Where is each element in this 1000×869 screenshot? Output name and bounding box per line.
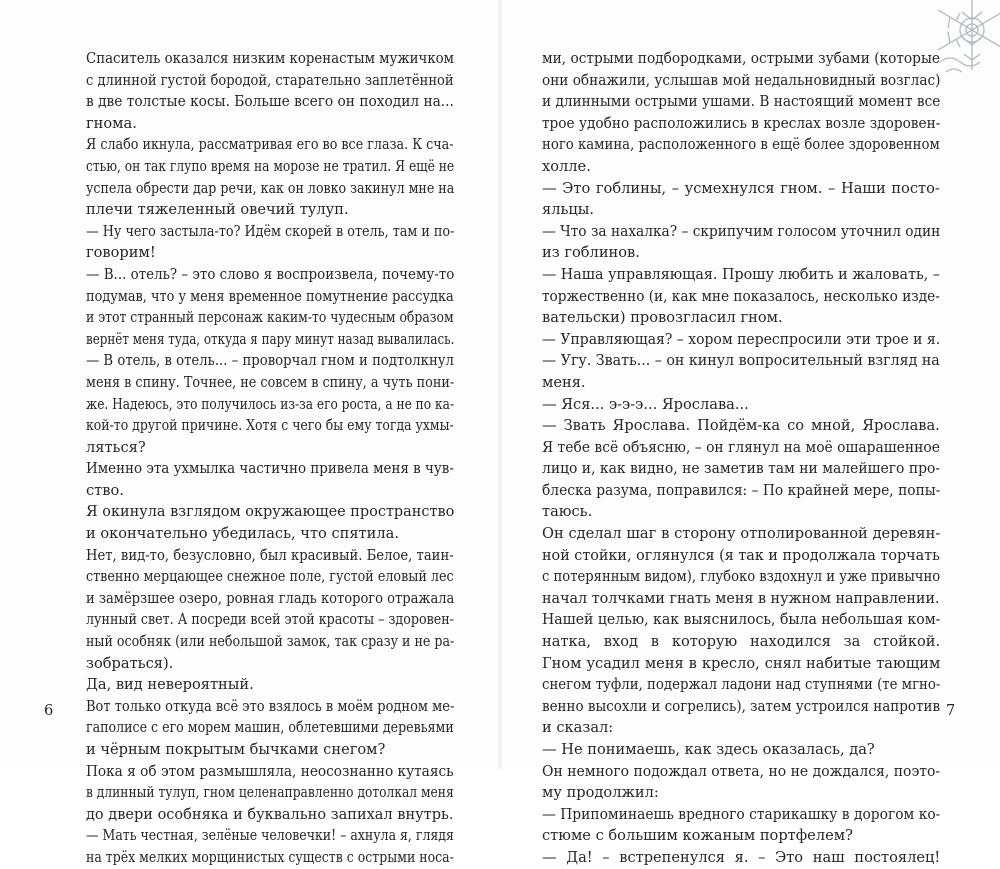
text-line: — Мать честная, зелёные человечки! – ахнула я, глядя xyxy=(86,827,454,845)
text-line: кой-то другой причине. Хотя с чего бы ему тогда ухмы- xyxy=(86,417,454,435)
text-line: холле. xyxy=(542,157,591,175)
text-line: гнома. xyxy=(86,114,137,132)
text-line: до двери особняка и буквально запихал внутрь. xyxy=(86,805,454,823)
text-line: му продолжил: xyxy=(542,784,659,802)
text-line: и замёрзшее озеро, ровная гладь которого отражала xyxy=(86,589,455,607)
text-line: с длинной густой бородой, старательно заплетённой xyxy=(86,71,454,89)
text-line: — Да! – встрепенулся я. – Это наш постоялец! xyxy=(542,848,941,866)
text-line: плечи тяжеленный овечий тулуп. xyxy=(86,201,349,219)
text-line: — Это гоблины, – усмехнулся гном. – Наши посто- xyxy=(542,179,940,197)
text-line: зобраться). xyxy=(86,654,174,672)
right-page-text xyxy=(542,48,940,869)
page-number-left: 6 xyxy=(44,702,54,719)
text-line: — Управляющая? – хором переспросили эти трое и я. xyxy=(542,330,941,348)
text-line: Именно эта ухмылка частично привела меня в чув- xyxy=(86,460,454,478)
text-line: Да, вид невероятный. xyxy=(86,676,254,694)
text-line: Я окинула взглядом окружающее пространство xyxy=(86,503,455,521)
text-line: — Яся... э-э-э... Ярослава... xyxy=(542,395,749,413)
text-line: Я тебе всё объясню, – он глянул на моё ошарашенное xyxy=(542,438,940,456)
text-line: Нет, вид-то, безусловно, был красивый. Белое, таин- xyxy=(86,546,454,564)
text-line: ство. xyxy=(86,481,124,499)
text-line: ми, острыми подбородками, острыми зубами (которые xyxy=(542,50,940,67)
text-line: подумав, что у меня временное помутнение рассудка xyxy=(86,287,454,305)
text-line: — Припоминаешь вредного старикашку в дорогом ко- xyxy=(542,805,941,823)
text-line: и окончательно убедилась, что спятила. xyxy=(86,525,399,543)
text-line: трое удобно расположились в креслах возле здоровен- xyxy=(542,114,941,132)
text-line: в длинный тулуп, гном целенаправленно дотолкал меня xyxy=(86,784,454,802)
text-line: торжественно (и, как мне показалось, несколько изде- xyxy=(542,287,940,305)
text-line: ственно мерцающее снежное поле, густой еловый лес xyxy=(86,568,454,586)
page-number-right: 7 xyxy=(946,702,956,719)
right-page xyxy=(500,0,1000,866)
text-line: на трёх мелких морщинистых существ с острыми носа- xyxy=(86,848,454,866)
text-line: и сказал: xyxy=(542,719,614,737)
text-line: Пока я об этом размышляла, неосознанно кутаясь xyxy=(86,762,454,780)
text-line: начал толчками гнать меня в нужном направлении. xyxy=(542,589,940,607)
text-line: — Ну чего застыла-то? Идём скорей в отель, там и по- xyxy=(86,222,455,240)
text-line: Он немного подождал ответа, но не дождался, поэто- xyxy=(542,762,941,780)
text-line: Спаситель оказался низким коренастым мужичком xyxy=(86,50,455,67)
text-line: стюме с большим кожаным портфелем? xyxy=(542,827,853,845)
text-line: — Не понимаешь, как здесь оказалась, да? xyxy=(542,741,875,758)
text-line: — В... отель? – это слово я воспроизвела, почему-то xyxy=(86,265,455,283)
text-line: яльцы. xyxy=(542,201,595,219)
text-line: ный особняк (или небольшой замок, так сразу и не ра- xyxy=(86,633,455,651)
text-line: натка, вход в которую находился за стойкой. xyxy=(542,633,941,651)
text-line: вательски) провозгласил гном. xyxy=(542,309,783,327)
text-line: лицо и, как видно, не заметив там ни малейшего про- xyxy=(542,460,941,478)
text-line: снегом туфли, подержал ладони над ступнями (те мгно- xyxy=(542,676,941,694)
text-line: с потерянным видом), глубоко вздохнул и уже привычно xyxy=(542,568,941,586)
text-line: венно высохли и согрелись), затем устроился напротив xyxy=(542,697,941,715)
text-line: ной стойки, оглянулся (я так и продолжала торчать xyxy=(542,546,940,564)
text-line: меня. xyxy=(542,373,586,391)
text-line: стью, он так глупо время на морозе не тратил. Я ещё не xyxy=(86,157,455,175)
text-line: таюсь. xyxy=(542,503,593,521)
text-line: Я слабо икнула, рассматривая его во все глаза. К сча- xyxy=(86,136,454,154)
text-line: из гоблинов. xyxy=(542,244,640,262)
text-line: — Наша управляющая. Прошу любить и жаловать, – xyxy=(542,265,940,283)
text-line: — Угу. Звать... – он кинул вопросительный взгляд на xyxy=(542,352,940,370)
text-line: — Звать Ярослава. Пойдём-ка со мной, Ярослава. xyxy=(542,417,940,435)
text-line: — Что за нахалка? – скрипучим голосом уточнил один xyxy=(542,222,941,240)
text-line: они обнажили, услышав мой недальновидный возглас) xyxy=(542,71,941,89)
text-line: меня в спину. Точнее, не совсем в спину, а чуть пони- xyxy=(86,373,455,391)
left-page xyxy=(0,0,500,866)
text-line: и этот странный персонаж каким-то чудесным образом xyxy=(86,309,454,327)
text-line: ного камина, расположенного в ещё более здоровенном xyxy=(542,136,940,154)
text-line: говорим! xyxy=(86,244,156,262)
text-line: Он сделал шаг в сторону отполированной деревян- xyxy=(542,525,941,543)
text-line: гаполисе с его морем машин, облетевшими деревьями xyxy=(86,719,454,737)
text-line: вернёт меня туда, откуда я пару минут назад вывалилась. xyxy=(86,330,455,348)
text-line: Нашей целью, как выяснилось, была небольшая ком- xyxy=(542,611,941,629)
text-line: в две толстые косы. Больше всего он походил на... xyxy=(86,93,454,111)
text-line: Вот только откуда всё это взялось в моём родном ме- xyxy=(86,697,455,715)
text-line: блеска разума, поправился: – По крайней мере, попы- xyxy=(542,481,941,499)
text-line: Гном усадил меня в кресло, снял набитые тающим xyxy=(542,654,941,672)
text-line: и длинными острыми ушами. В настоящий момент все xyxy=(542,93,941,111)
text-line: и чёрным покрытым бычками снегом? xyxy=(86,741,386,758)
text-line: ляться? xyxy=(86,438,146,456)
text-line: успела обрести дар речи, как он ловко закинул мне на xyxy=(86,179,455,197)
text-line: же. Надеюсь, это получилось из-за его роста, а не по ка- xyxy=(86,395,454,413)
text-line: лунный свет. А посреди всей этой красоты – здоровен- xyxy=(86,611,454,629)
text-line: — В отель, в отель... – проворчал гном и подтолкнул xyxy=(86,352,454,370)
left-page-text xyxy=(86,48,454,869)
